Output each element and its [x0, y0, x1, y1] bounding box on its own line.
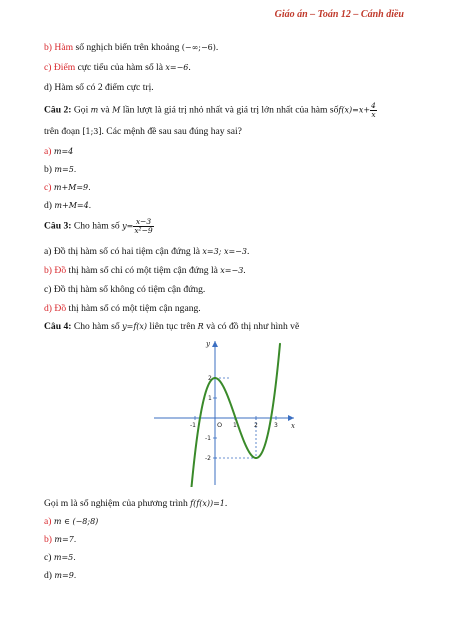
question-label: Câu 2:	[44, 104, 72, 116]
option-letter: c)	[44, 552, 52, 563]
option-keyword: Đồ	[54, 303, 67, 314]
q3-stem: Câu 3: Cho hàm số y= $\frac{x-3}{\text{x²−9}}$	[44, 217, 153, 235]
q4-option-a	[44, 516, 98, 528]
option-letter: a)	[44, 246, 52, 257]
option-keyword: Đồ	[54, 265, 67, 276]
x-tick-label: 1	[233, 422, 237, 429]
option-letter: a)	[44, 146, 52, 157]
x-tick-label: 3	[274, 422, 278, 429]
q2-option-d	[44, 200, 91, 212]
option-math: x=−6	[165, 63, 189, 72]
option-text: cực tiểu của hàm số là	[75, 62, 166, 73]
option-text: thị hàm số có một tiệm cận ngang.	[66, 303, 201, 314]
option-math: m+M=9.	[53, 183, 91, 192]
option-math: m+M=4.	[54, 201, 92, 210]
option-text: Đồ thị hàm số không có tiệm cận đứng.	[51, 284, 206, 295]
function-graph	[148, 337, 300, 487]
option-math: m=4	[53, 147, 74, 156]
option-math: m=5.	[53, 553, 76, 562]
q3-option-b: b) Đồ thị hàm số chỉ có một tiệm cận đứng là x=−3.	[44, 265, 246, 276]
option-math: m=5.	[54, 165, 77, 174]
q1-option-c: c) Điểm cực tiểu của hàm số là x=−6.	[44, 62, 191, 73]
x-axis-label: x	[291, 422, 295, 430]
option-math: m=7.	[54, 535, 77, 544]
fraction: $\frac{4}{x}$	[371, 101, 376, 119]
option-math: m=9.	[54, 571, 77, 580]
option-text: Hàm số có 2 điểm cực trị.	[52, 82, 154, 93]
q4-stem: Câu 4: Cho hàm số y=f(x) liên tục trên R và có đồ thị như hình vẽ	[44, 321, 300, 332]
q2-option-a	[44, 146, 73, 158]
fraction: $\frac{x-3}{\text{x²−9}}$	[134, 217, 153, 235]
question-label: Câu 3:	[44, 220, 72, 232]
option-letter: d)	[44, 82, 52, 93]
option-letter: b)	[44, 265, 52, 276]
q3-option-c	[44, 284, 205, 296]
equation: f(f(x))=1	[190, 499, 225, 508]
q4-option-c	[44, 552, 76, 564]
q4-prompt: Gọi m là số nghiệm của phương trình f(f(x))=1.	[44, 498, 228, 509]
option-letter: d)	[44, 570, 52, 581]
y-tick-label: 1	[208, 395, 212, 402]
option-math: x=3; x=−3	[202, 247, 247, 256]
option-math: x=−3	[220, 266, 244, 275]
option-letter: a)	[44, 516, 52, 527]
x-tick-label: -1	[190, 422, 196, 429]
function-expression: f(x)=x+	[338, 105, 371, 115]
option-letter: d)	[44, 303, 52, 314]
option-math: (−∞;−6)	[181, 43, 216, 52]
option-text: số nghịch biến trên khoảng	[73, 42, 182, 53]
option-letter: c)	[44, 62, 52, 73]
option-letter: d)	[44, 200, 52, 211]
q2-option-b	[44, 164, 76, 176]
option-letter: c)	[44, 284, 52, 295]
option-letter: b)	[44, 42, 52, 53]
option-text: Đồ thị hàm số có hai tiệm cận đứng là	[51, 246, 203, 257]
q4-option-d	[44, 570, 76, 582]
q1-option-d	[44, 82, 154, 94]
y-tick-label: 2	[208, 375, 212, 382]
option-math: m ∈ (−8;8)	[53, 517, 99, 526]
q1-option-b: b) Hàm số nghịch biến trên khoảng (−∞;−6).	[44, 42, 219, 53]
option-letter: b)	[44, 164, 52, 175]
option-text: thị hàm số chỉ có một tiệm cận đứng là	[66, 265, 221, 276]
q4-option-b	[44, 534, 76, 546]
q2-option-c	[44, 182, 91, 194]
question-label: Câu 4:	[44, 321, 72, 332]
option-letter: c)	[44, 182, 52, 193]
page-header: Giáo án – Toán 12 – Cánh diều	[274, 9, 404, 20]
x-tick-label: 2	[254, 422, 258, 429]
origin-label: O	[217, 421, 223, 429]
q2-stem: Câu 2: Gọi m và M lần lượt là giá trị nhỏ nhất và giá trị lớn nhất của hàm sốf(x)=x+ $\frac{4}{x}$	[44, 101, 376, 119]
option-keyword: Hàm	[54, 42, 74, 53]
option-keyword: Điểm	[53, 62, 76, 73]
q3-option-d	[44, 303, 201, 315]
q3-option-a: a) Đồ thị hàm số có hai tiệm cận đứng là x=3; x=−3.	[44, 246, 250, 257]
q2-stem-line2: trên đoạn [1;3]. Các mệnh đề sau sau đúng hay sai?	[44, 126, 242, 137]
interval: [1;3]	[82, 127, 102, 136]
option-letter: b)	[44, 534, 52, 545]
y-tick-label: -1	[205, 435, 211, 442]
function-expression: y=f(x)	[122, 322, 148, 331]
function-expression: y=	[122, 221, 134, 231]
y-axis-label: y	[206, 340, 210, 348]
y-tick-label: -2	[205, 455, 211, 462]
